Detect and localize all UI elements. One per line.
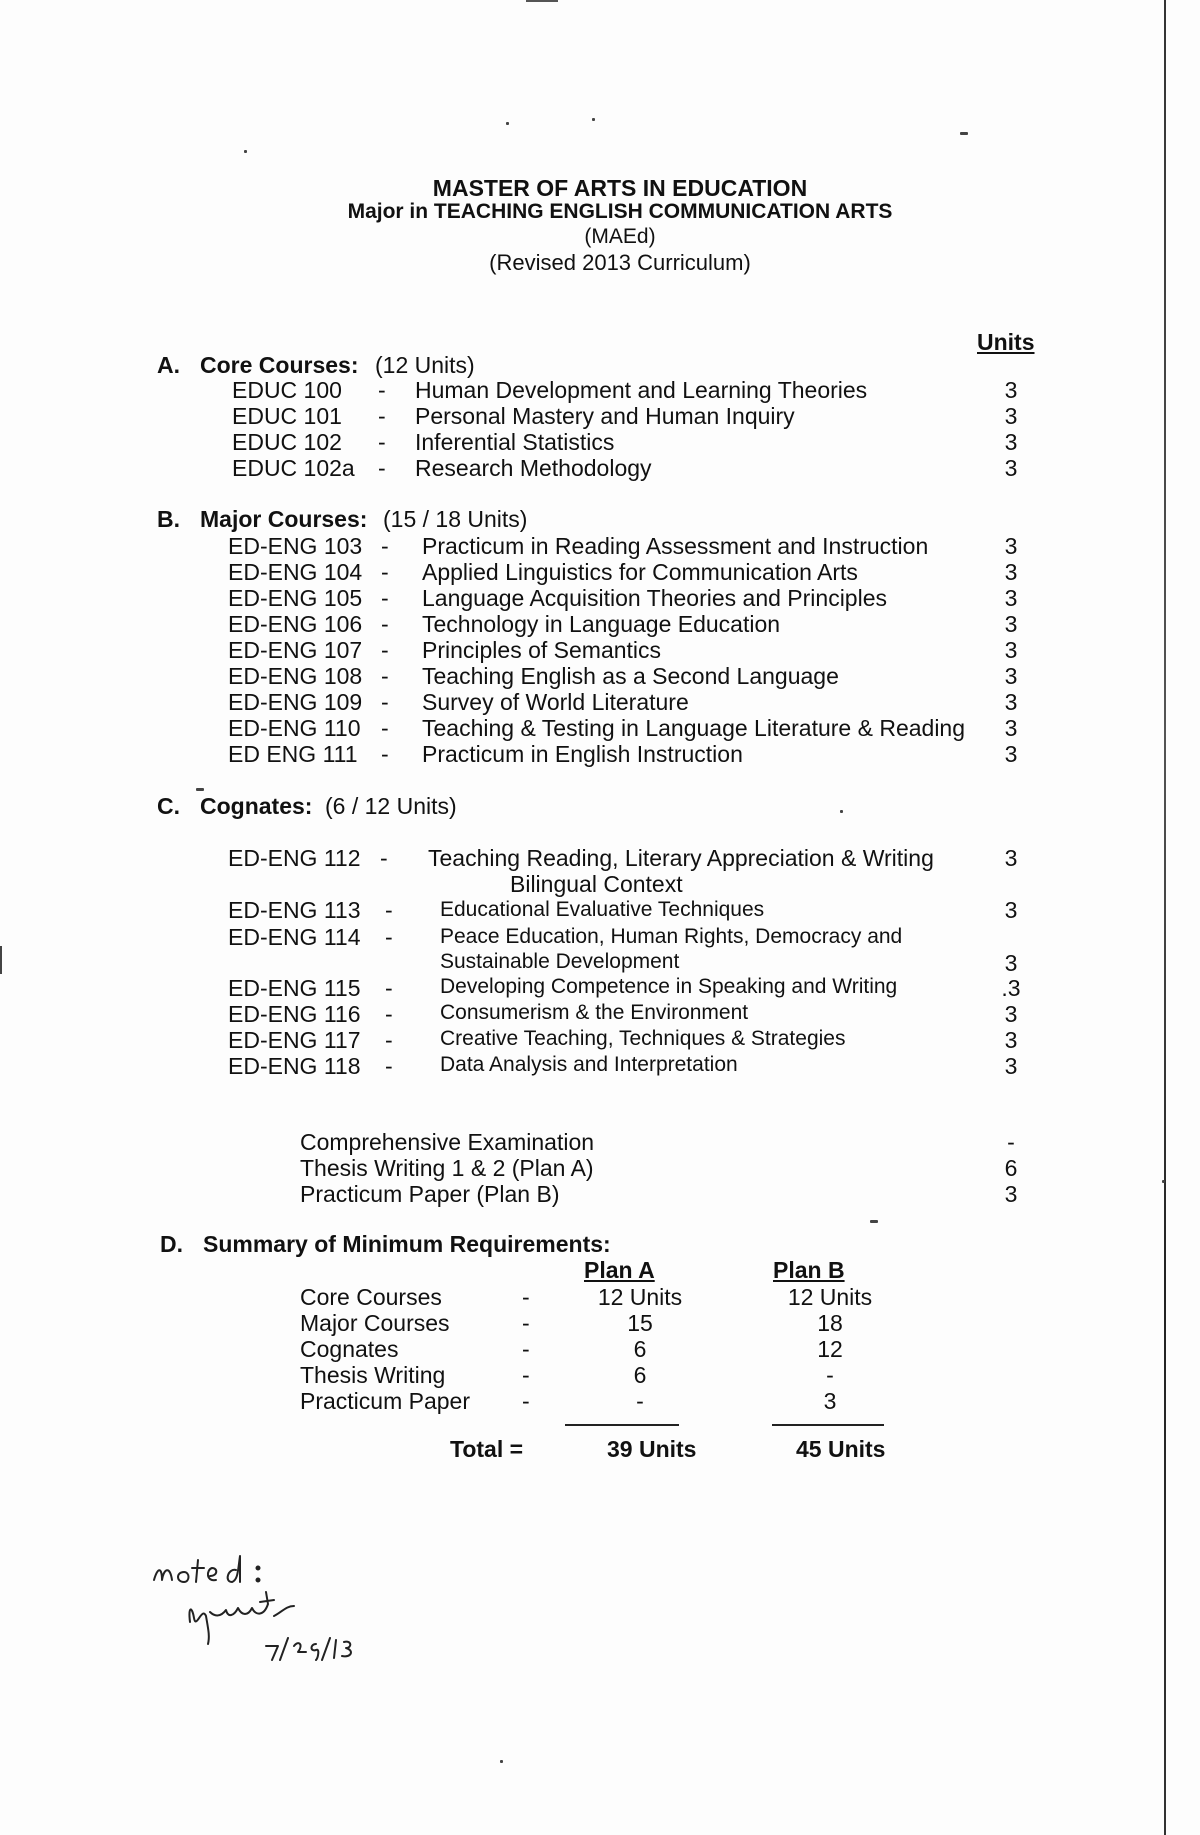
course-units: 3 — [1004, 663, 1018, 689]
course-dash: - — [385, 975, 393, 1001]
course-dash: - — [385, 897, 393, 923]
course-title: Teaching Reading, Literary Appreciation & Writing — [428, 845, 934, 871]
course-units: .3 — [1001, 975, 1021, 1001]
course-dash: - — [378, 377, 386, 403]
scan-edge-left — [0, 946, 2, 974]
course-code: ED-ENG 117 — [228, 1027, 361, 1053]
section-a-title: Core Courses: — [200, 352, 359, 378]
course-title: Survey of World Literature — [422, 689, 689, 715]
course-title: Educational Evaluative Techniques — [440, 898, 765, 921]
course-units: 3 — [1004, 585, 1018, 611]
course-code: ED-ENG 103 — [228, 533, 363, 559]
course-code: EDUC 100 — [232, 377, 342, 403]
course-code: ED-ENG 118 — [228, 1053, 361, 1079]
doc-title: MASTER OF ARTS IN EDUCATION — [432, 175, 808, 201]
course-title: Inferential Statistics — [415, 429, 615, 455]
course-units: 3 — [1004, 1027, 1018, 1053]
course-title: Technology in Language Education — [422, 611, 781, 637]
course-code: ED-ENG 108 — [228, 663, 363, 689]
course-code: ED-ENG 115 — [228, 975, 361, 1001]
section-d-letter: D. — [160, 1231, 183, 1257]
course-title: Personal Mastery and Human Inquiry — [415, 403, 795, 429]
course-dash: - — [381, 663, 389, 689]
exam-item-label: Practicum Paper (Plan B) — [300, 1181, 560, 1207]
doc-revision: (Revised 2013 Curriculum) — [489, 250, 751, 275]
summary-plan-a: 6 — [633, 1336, 647, 1362]
course-dash: - — [378, 429, 386, 455]
course-units: 3 — [1004, 950, 1018, 976]
summary-label: Thesis Writing — [300, 1362, 446, 1388]
summary-plan-b: 12 — [817, 1336, 843, 1362]
course-dash: - — [381, 741, 389, 767]
exam-item-units: - — [1007, 1129, 1015, 1155]
course-code: ED-ENG 113 — [228, 897, 361, 923]
course-units: 3 — [1004, 455, 1018, 481]
course-units: 3 — [1004, 403, 1018, 429]
course-units: 3 — [1004, 611, 1018, 637]
course-code: ED-ENG 107 — [228, 637, 363, 663]
section-b-title: Major Courses: — [200, 506, 368, 532]
course-dash: - — [381, 533, 389, 559]
section-a-letter: A. — [157, 352, 180, 378]
course-code: EDUC 102 — [232, 429, 342, 455]
course-units: 3 — [1004, 637, 1018, 663]
course-code: ED-ENG 109 — [228, 689, 363, 715]
course-units: 3 — [1004, 533, 1018, 559]
summary-plan-a: - — [636, 1388, 644, 1414]
exam-item-label: Thesis Writing 1 & 2 (Plan A) — [300, 1155, 594, 1181]
course-dash: - — [381, 637, 389, 663]
scan-speck — [500, 1760, 503, 1763]
course-units: 3 — [1004, 845, 1018, 871]
summary-plan-b: - — [826, 1362, 834, 1388]
plan-b-sum-line — [772, 1424, 884, 1426]
section-b-letter: B. — [157, 506, 180, 532]
course-code: EDUC 101 — [232, 403, 342, 429]
section-c-letter: C. — [157, 793, 180, 819]
course-title: Data Analysis and Interpretation — [440, 1053, 738, 1076]
course-code: ED-ENG 105 — [228, 585, 363, 611]
scan-mark — [526, 0, 558, 2]
course-title: Practicum in Reading Assessment and Instruction — [422, 533, 929, 559]
summary-plan-a: 15 — [627, 1310, 653, 1336]
summary-plan-a: 12 Units — [597, 1284, 683, 1310]
scan-speck — [592, 118, 595, 121]
course-dash: - — [380, 845, 388, 871]
summary-plan-a: 6 — [633, 1362, 647, 1388]
section-d-title: Summary of Minimum Requirements: — [203, 1231, 611, 1257]
section-a-subtitle: (12 Units) — [375, 352, 475, 378]
scan-speck — [840, 810, 843, 813]
course-code: ED-ENG 116 — [228, 1001, 361, 1027]
course-dash: - — [385, 1053, 393, 1079]
course-dash: - — [381, 559, 389, 585]
summary-plan-b: 3 — [823, 1388, 837, 1414]
course-code: ED-ENG 110 — [228, 715, 361, 741]
summary-label: Cognates — [300, 1336, 399, 1362]
scan-speck — [960, 132, 968, 135]
summary-plan-b: 12 Units — [787, 1284, 873, 1310]
course-dash: - — [381, 689, 389, 715]
course-title: Teaching English as a Second Language — [422, 663, 839, 689]
exam-item-units: 6 — [1004, 1155, 1018, 1181]
handwritten-signature — [148, 1546, 388, 1676]
course-title-cont: Bilingual Context — [510, 871, 683, 897]
course-title: Consumerism & the Environment — [440, 1001, 749, 1024]
scan-speck — [506, 122, 509, 125]
section-c-title: Cognates: — [200, 793, 313, 819]
course-units: 3 — [1004, 377, 1018, 403]
course-dash: - — [385, 1001, 393, 1027]
course-units: 3 — [1004, 559, 1018, 585]
course-code: ED-ENG 112 — [228, 845, 361, 871]
course-title: Principles of Semantics — [422, 637, 662, 663]
scan-speck — [870, 1220, 878, 1223]
course-code: ED-ENG 106 — [228, 611, 363, 637]
section-c-subtitle: (6 / 12 Units) — [325, 793, 457, 819]
course-title: Research Methodology — [415, 455, 652, 481]
course-dash: - — [378, 455, 386, 481]
summary-dash: - — [522, 1284, 530, 1310]
course-title: Teaching & Testing in Language Literature & Reading — [422, 715, 966, 741]
doc-major: Major in TEACHING ENGLISH COMMUNICATION ARTS — [347, 200, 893, 223]
total-label: Total = — [450, 1436, 524, 1462]
course-units: 3 — [1004, 741, 1018, 767]
exam-item-label: Comprehensive Examination — [300, 1129, 595, 1155]
summary-label: Practicum Paper — [300, 1388, 471, 1414]
course-units: 3 — [1004, 429, 1018, 455]
course-title: Creative Teaching, Techniques & Strategies — [440, 1027, 846, 1050]
course-units: 3 — [1004, 1001, 1018, 1027]
summary-label: Core Courses — [300, 1284, 442, 1310]
plan-b-header: Plan B — [773, 1257, 845, 1283]
units-header: Units — [977, 329, 1035, 355]
course-dash: - — [381, 715, 389, 741]
section-b-subtitle: (15 / 18 Units) — [383, 506, 528, 532]
summary-dash: - — [522, 1388, 530, 1414]
course-code: ED-ENG 114 — [228, 924, 361, 950]
summary-label: Major Courses — [300, 1310, 450, 1336]
course-units: 3 — [1004, 897, 1018, 923]
plan-a-header: Plan A — [584, 1257, 655, 1283]
course-dash: - — [381, 585, 389, 611]
course-units: 3 — [1004, 1053, 1018, 1079]
course-title: Developing Competence in Speaking and Writing — [440, 975, 898, 998]
total-plan-a: 39 Units — [607, 1436, 697, 1462]
course-title: Peace Education, Human Rights, Democracy and — [440, 925, 903, 948]
course-title: Language Acquisition Theories and Principles — [422, 585, 887, 611]
summary-dash: - — [522, 1310, 530, 1336]
course-dash: - — [378, 403, 386, 429]
doc-abbrev: (MAEd) — [584, 225, 656, 248]
course-code: ED-ENG 104 — [228, 559, 363, 585]
exam-item-units: 3 — [1004, 1181, 1018, 1207]
course-code: EDUC 102a — [232, 455, 355, 481]
scan-speck — [1162, 1180, 1165, 1183]
summary-plan-b: 18 — [817, 1310, 843, 1336]
summary-dash: - — [522, 1336, 530, 1362]
course-title: Practicum in English Instruction — [422, 741, 743, 767]
summary-dash: - — [522, 1362, 530, 1388]
course-title-cont: Sustainable Development — [440, 950, 680, 973]
course-units: 3 — [1004, 689, 1018, 715]
total-plan-b: 45 Units — [796, 1436, 886, 1462]
course-title: Human Development and Learning Theories — [415, 377, 868, 403]
course-dash: - — [385, 924, 393, 950]
course-code: ED ENG 111 — [228, 741, 358, 767]
plan-a-sum-line — [565, 1424, 679, 1426]
course-units: 3 — [1004, 715, 1018, 741]
scan-speck — [196, 788, 204, 791]
scan-speck — [244, 150, 247, 153]
course-title: Applied Linguistics for Communication Arts — [422, 559, 858, 585]
course-dash: - — [381, 611, 389, 637]
course-dash: - — [385, 1027, 393, 1053]
